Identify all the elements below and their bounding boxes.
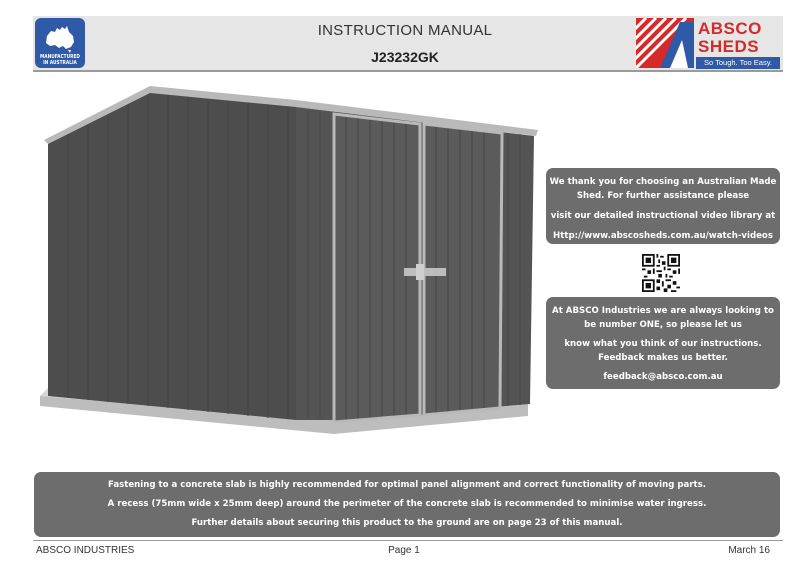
absco-sheds-logo bbox=[636, 18, 780, 70]
footer-date: March 16 bbox=[728, 545, 770, 556]
australia-map-icon bbox=[41, 24, 79, 54]
badge-text: MANUFACTURED IN AUSTRALIA bbox=[40, 55, 80, 66]
notice-line: Further details about securing this product to the ground are on page 23 of this manual. bbox=[191, 518, 623, 528]
logo-word-sheds: SHEDS bbox=[698, 37, 760, 56]
info-line: visit our detailed instructional video library at bbox=[550, 211, 776, 221]
feedback-line: know what you think of our instructions. bbox=[564, 339, 762, 349]
info-line: Shed. For further assistance please bbox=[576, 191, 750, 201]
logo-word-absco: ABSCO bbox=[698, 19, 762, 38]
footer-divider bbox=[33, 540, 783, 541]
feedback-line: At ABSCO Industries we are always looking to bbox=[552, 306, 774, 316]
notice-line: A recess (75mm wide x 25mm deep) around the perimeter of the concrete slab is recommended to minimise water ingress. bbox=[107, 499, 707, 509]
feedback-line: Feedback makes us better. bbox=[598, 353, 728, 363]
info-panel bbox=[546, 168, 780, 244]
concrete-slab-notice bbox=[34, 472, 780, 537]
info-line: We thank you for choosing an Australian Made bbox=[549, 177, 777, 187]
model-code: J23232GK bbox=[371, 49, 439, 65]
qr-code-icon[interactable] bbox=[642, 254, 680, 292]
footer-page-number: Page 1 bbox=[388, 545, 420, 556]
feedback-email-link[interactable]: feedback@absco.com.au bbox=[603, 372, 723, 382]
absco-logo-mark-icon bbox=[636, 18, 694, 68]
logo-tagline: So Tough. Too Easy. bbox=[696, 57, 780, 69]
footer-company: ABSCO INDUSTRIES bbox=[36, 545, 135, 556]
video-library-link[interactable]: Http://www.abscosheds.com.au/watch-videos bbox=[553, 231, 773, 241]
shed-image bbox=[38, 86, 538, 436]
notice-line: Fastening to a concrete slab is highly recommended for optimal panel alignment and correct functionality of moving parts. bbox=[107, 480, 707, 490]
feedback-line: be number ONE, so please let us bbox=[584, 320, 742, 330]
made-in-australia-badge bbox=[35, 18, 85, 68]
feedback-panel bbox=[546, 297, 780, 389]
document-title: INSTRUCTION MANUAL bbox=[317, 22, 493, 39]
